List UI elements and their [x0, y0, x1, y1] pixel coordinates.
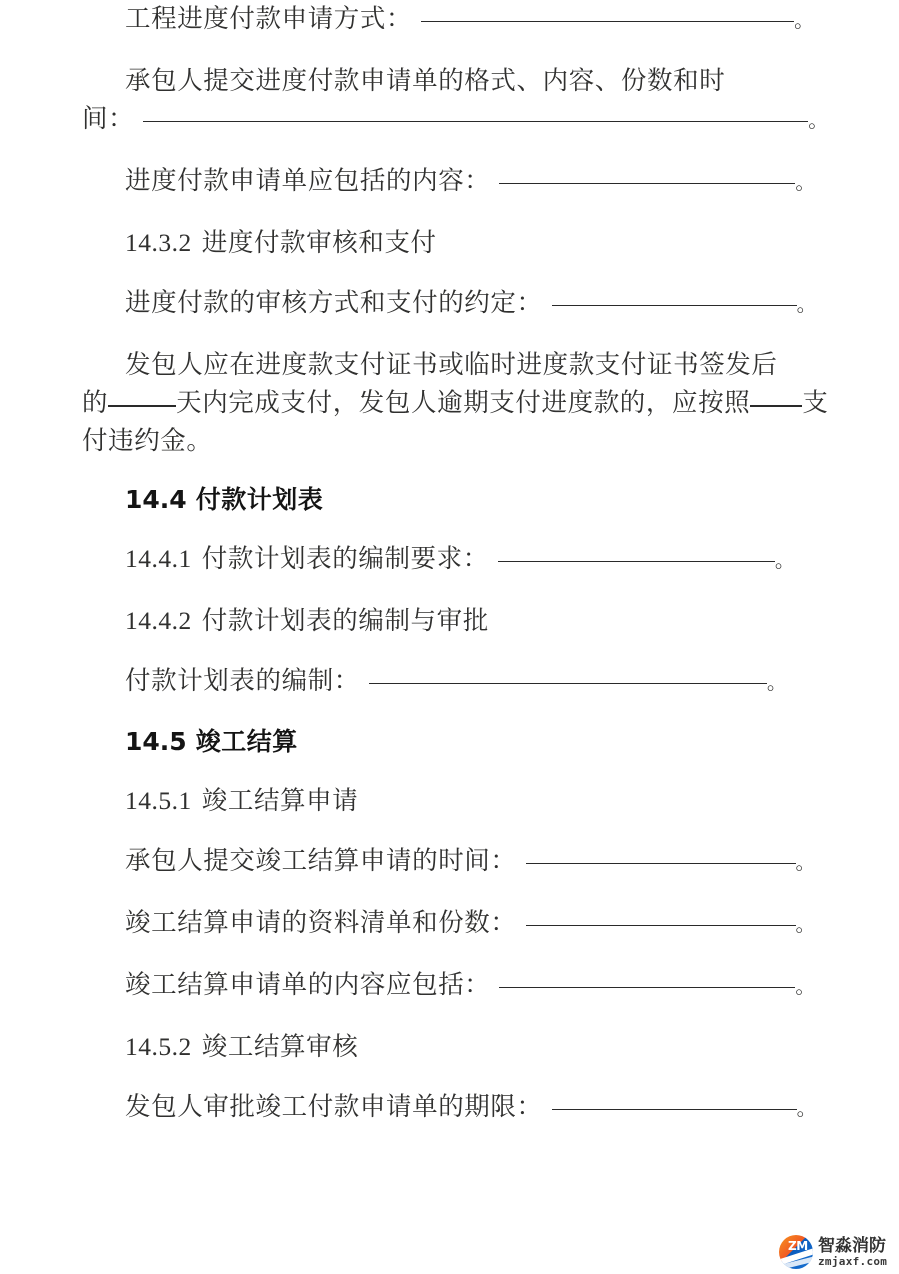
- line-progress-payment-method: [82, 0, 822, 40]
- fill-in-rule-rate[interactable]: [750, 405, 802, 407]
- line-application-form-spec-b: [82, 100, 829, 140]
- line-heading-14-4: [82, 482, 822, 518]
- section-title-14-5: 竣工结算: [195, 727, 298, 756]
- paragraph-14-5-2: [82, 1028, 822, 1066]
- fill-in-rule-days[interactable]: [108, 405, 176, 407]
- line-application-form-spec-a: 承包人提交进度付款申请单的格式、内容、份数和时: [125, 66, 726, 95]
- section-title-14-3-2: 进度付款审核和支付: [201, 228, 437, 257]
- heading-14-4: [82, 482, 822, 518]
- section-number-14-4-1: 14.4.1: [125, 544, 192, 573]
- line-late-payment-penalty-c: 付违约金。: [82, 426, 213, 455]
- paragraph-review-and-payment-terms: [82, 284, 822, 324]
- fill-in-rule[interactable]: [526, 863, 796, 864]
- paragraph-14-4-2: [82, 602, 822, 640]
- fill-in-rule[interactable]: [552, 305, 797, 306]
- badge-monogram: ZM: [788, 1239, 808, 1253]
- section-title-14-4-2: 付款计划表的编制与审批: [201, 606, 489, 635]
- fill-in-rule[interactable]: [421, 21, 794, 22]
- line-heading-14-5: [82, 724, 822, 760]
- section-number-14-4: 14.4: [125, 485, 187, 514]
- line-review-and-payment-terms: [82, 284, 822, 324]
- label-14-4-1: 付款计划表的编制要求：: [201, 544, 489, 573]
- line-application-contents: [82, 162, 822, 202]
- line-14-5-2: [82, 1028, 822, 1066]
- section-number-14-5-1: 14.5.1: [125, 786, 192, 815]
- paragraph-application-contents: [82, 162, 822, 202]
- paragraph-final-settlement-contents: [82, 966, 822, 1006]
- line-approval-deadline: [82, 1088, 822, 1128]
- text-de: 的: [82, 388, 109, 417]
- period-mark: 。: [808, 110, 829, 132]
- line-final-settlement-contents: [82, 966, 822, 1006]
- section-title-14-4: 付款计划表: [195, 485, 324, 514]
- label-approval-deadline: 发包人审批竣工付款申请单的期限：: [125, 1092, 543, 1121]
- section-title-14-5-1: 竣工结算申请: [201, 786, 359, 815]
- line-late-payment-penalty-a: 发包人应在进度款支付证书或临时进度款支付证书签发后: [125, 350, 778, 379]
- line-final-settlement-time: [82, 842, 822, 882]
- fill-in-rule[interactable]: [369, 683, 767, 684]
- text-days-clause: 天内完成支付，发包人逾期支付进度款的，应按照: [176, 388, 751, 417]
- label-application-contents: 进度付款申请单应包括的内容：: [125, 166, 491, 195]
- period-mark: 。: [795, 914, 816, 936]
- period-mark: 。: [796, 1098, 817, 1120]
- section-number-14-3-2: 14.3.2: [125, 228, 192, 257]
- period-mark: 。: [795, 172, 816, 194]
- watermark-brand-name: 智淼消防: [818, 1235, 886, 1256]
- period-mark: 。: [796, 294, 817, 316]
- document-body: [82, 0, 829, 1128]
- period-mark: 。: [766, 672, 787, 694]
- line-plan-preparation: [82, 662, 822, 702]
- fill-in-rule[interactable]: [498, 561, 775, 562]
- paragraph-final-settlement-time: [82, 842, 822, 882]
- period-mark: 。: [795, 852, 816, 874]
- fill-in-rule[interactable]: [552, 1109, 797, 1110]
- line-heading-14-3-2: [82, 224, 822, 262]
- paragraph-final-settlement-docs: [82, 904, 822, 944]
- fill-in-rule[interactable]: [499, 987, 795, 988]
- section-number-14-4-2: 14.4.2: [125, 606, 192, 635]
- paragraph-progress-payment-method: [82, 0, 822, 40]
- watermark-logo: [779, 1232, 895, 1272]
- paragraph-14-4-1: [82, 540, 822, 580]
- heading-14-3-2: [82, 224, 822, 262]
- section-number-14-5: 14.5: [125, 727, 187, 756]
- label-final-settlement-time: 承包人提交竣工结算申请的时间：: [125, 846, 517, 875]
- line-final-settlement-docs: [82, 904, 822, 944]
- label-plan-preparation: 付款计划表的编制：: [125, 666, 360, 695]
- label-final-settlement-contents: 竣工结算申请单的内容应包括：: [125, 970, 491, 999]
- period-mark: 。: [795, 976, 816, 998]
- watermark-text-group: [818, 1237, 887, 1268]
- label-review-and-payment-terms: 进度付款的审核方式和支付的约定：: [125, 288, 543, 317]
- period-mark: 。: [774, 550, 795, 572]
- line-late-payment-penalty-b: [82, 384, 829, 422]
- text-zhi: 支: [802, 388, 829, 417]
- label-progress-payment-method: 工程进度付款申请方式：: [125, 4, 413, 33]
- label-application-form-spec-cont: 间：: [82, 104, 135, 133]
- paragraph-plan-preparation: [82, 662, 822, 702]
- section-number-14-5-2: 14.5.2: [125, 1032, 192, 1061]
- heading-14-5: [82, 724, 822, 760]
- paragraph-14-5-1: [82, 782, 822, 820]
- paragraph-application-form-spec: [82, 62, 829, 140]
- line-14-5-1: [82, 782, 822, 820]
- paragraph-approval-deadline: [82, 1088, 822, 1128]
- brand-badge-icon: [779, 1235, 813, 1269]
- period-mark: 。: [794, 10, 815, 32]
- line-14-4-2: [82, 602, 822, 640]
- line-14-4-1: [82, 540, 822, 580]
- section-title-14-5-2: 竣工结算审核: [201, 1032, 359, 1061]
- fill-in-rule[interactable]: [499, 183, 795, 184]
- paragraph-late-payment-penalty: [82, 346, 829, 460]
- fill-in-rule[interactable]: [526, 925, 796, 926]
- label-final-settlement-docs: 竣工结算申请的资料清单和份数：: [125, 908, 517, 937]
- fill-in-rule[interactable]: [143, 121, 808, 122]
- watermark-url: zmjaxf.com: [818, 1254, 888, 1268]
